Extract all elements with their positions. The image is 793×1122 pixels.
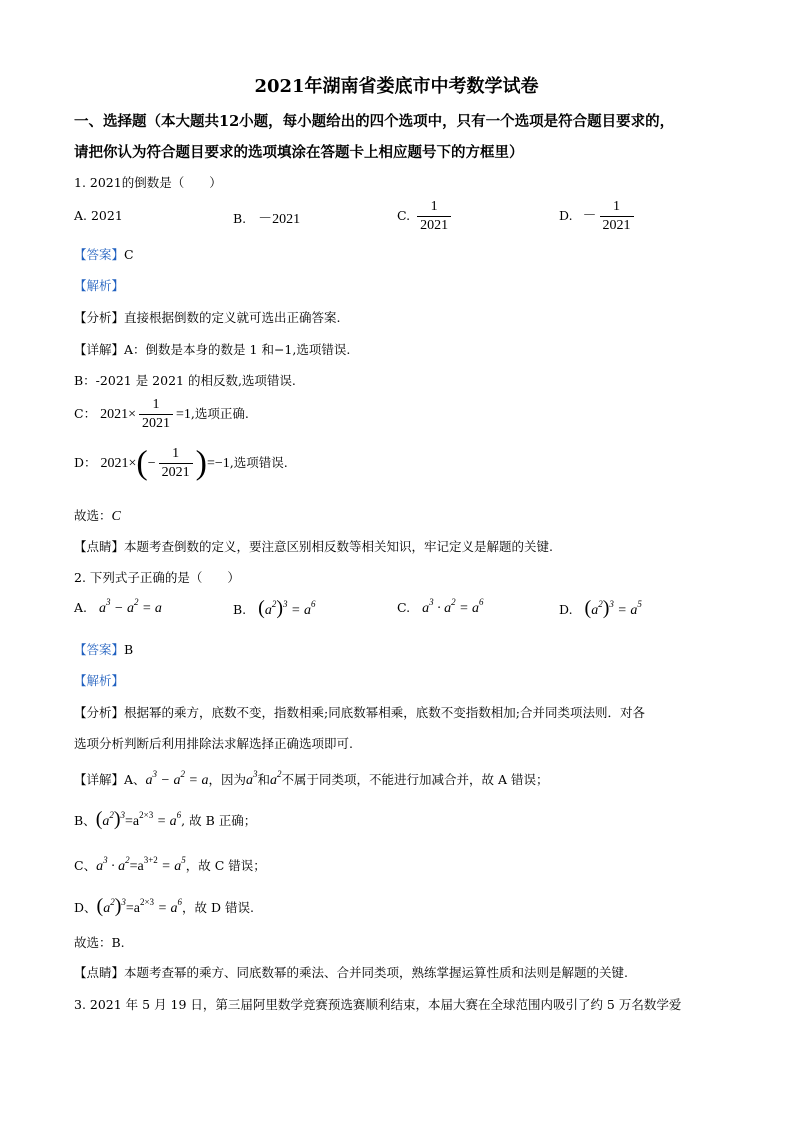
right-paren: ) bbox=[195, 444, 207, 482]
q2-detail-d-label: D、 bbox=[74, 900, 97, 915]
q2-dianjing bbox=[74, 963, 628, 981]
q1-option-d bbox=[559, 198, 637, 235]
q3-stem: 3. 2021 年 5 月 19 日，第三届阿里数学竞赛预选赛顺利结束，本届大赛在全球范围内吸引了约 5 万名数学爱 bbox=[74, 997, 682, 1012]
q2-option-a-expr: $a^3 - a^2 = a$ bbox=[99, 597, 162, 616]
q1-option-c-numerator: 1 bbox=[430, 199, 438, 214]
q1-detail-d-tail: ,选项错误. bbox=[229, 455, 288, 470]
q2-answer-value: B bbox=[124, 642, 134, 657]
q1-detail-tag: 【详解】 bbox=[74, 342, 125, 357]
q1-detail-d-label: D： bbox=[74, 455, 97, 470]
q1-detail-d-sign: − bbox=[147, 456, 156, 471]
q2-detail-tag: 【详解】 bbox=[74, 772, 125, 787]
q1-detail-c bbox=[74, 396, 249, 433]
q1-dianjing-tag: 【点睛】 bbox=[74, 539, 125, 554]
q1-answer-tag: 【答案】 bbox=[74, 247, 125, 262]
left-paren: ( bbox=[136, 444, 148, 482]
q1-detail-d-numerator: 1 bbox=[172, 446, 180, 461]
q1-detail-c-label: C： bbox=[74, 406, 97, 421]
q2-detail-a-term1: $a^3$ bbox=[245, 769, 258, 788]
q2-answer-tag: 【答案】 bbox=[74, 642, 125, 657]
q1-fenxi-tag: 【分析】 bbox=[74, 310, 125, 325]
q1-answer-value: C bbox=[124, 247, 134, 262]
q2-option-b bbox=[233, 597, 315, 620]
q2-detail-d bbox=[74, 895, 254, 918]
q2-detail-a-label: A、 bbox=[124, 772, 146, 787]
q1-option-d-denominator: 2021 bbox=[600, 216, 634, 235]
q1-stem: 1. 2021的倒数是（ ） bbox=[74, 175, 222, 190]
q2-detail-a-expr: $a^3 - a^2 = a$ bbox=[145, 769, 209, 788]
q2-detail-b-tail: , 故 B 正确； bbox=[181, 813, 257, 828]
q1-option-a: A. 2021 bbox=[74, 208, 123, 223]
q1-option-c-label: C. bbox=[397, 208, 411, 223]
q1-dianjing bbox=[74, 537, 553, 555]
section-header-line1: 一、选择题（本大题共12小题，每小题给出的四个选项中，只有一个选项是符合题目要求的， bbox=[74, 113, 675, 130]
q2-detail-a-text2: 不属于同类项，不能进行加减合并，故 A 错误； bbox=[281, 772, 549, 787]
q2-choose: 故选：B. bbox=[74, 935, 125, 950]
q2-dianjing-tag: 【点睛】 bbox=[74, 965, 125, 980]
q2-option-d-expr: $(a^2)^3 = a^5$ bbox=[584, 597, 642, 619]
q2-option-c-label: C. bbox=[397, 600, 411, 615]
q1-answer bbox=[74, 245, 134, 263]
q2-fenxi-text1: 根据幂的乘方，底数不变，指数相乘;同底数幂相乘，底数不变指数相加;合并同类项法则．对各 bbox=[124, 705, 645, 720]
q2-fenxi-line2: 选项分析判断后利用排除法求解选择正确选项即可. bbox=[74, 736, 353, 751]
q1-option-b-value: －2021 bbox=[258, 212, 301, 227]
page-title: 2021年湖南省娄底市中考数学试卷 bbox=[254, 76, 539, 97]
q2-detail-d-expr: $(a^2)^3=a^{2\times 3} = a^6$ bbox=[96, 895, 183, 917]
q1-option-b bbox=[233, 208, 300, 228]
q1-option-c-denominator: 2021 bbox=[417, 216, 451, 235]
q2-detail-a bbox=[74, 770, 548, 789]
q2-dianjing-text: 本题考查幂的乘方、同底数幂的乘法、合并同类项，熟练掌握运算性质和法则是解题的关键. bbox=[124, 965, 628, 980]
q2-detail-a-and: 和 bbox=[257, 772, 270, 787]
q2-detail-a-term2: $a^2$ bbox=[269, 769, 282, 788]
q2-fenxi-tag: 【分析】 bbox=[74, 705, 125, 720]
q1-detail-c-tail: ,选项正确. bbox=[190, 406, 249, 421]
q1-dianjing-text: 本题考查倒数的定义，要注意区别相反数等相关知识，牢记定义是解题的关键. bbox=[124, 539, 553, 554]
q1-fenxi-text: 直接根据倒数的定义就可选出正确答案. bbox=[124, 310, 341, 325]
q1-detail-d-denominator: 2021 bbox=[159, 463, 193, 482]
q2-option-a bbox=[74, 597, 162, 617]
q2-detail-b-label: B、 bbox=[74, 813, 96, 828]
q2-detail-d-tail: ，故 D 错误. bbox=[182, 900, 254, 915]
q1-detail-d-rest: =−1 bbox=[206, 456, 230, 471]
q2-detail-c-tail: ，故 C 错误； bbox=[185, 858, 266, 873]
q1-option-d-sign: － bbox=[582, 209, 597, 224]
q2-option-a-label: A. bbox=[74, 600, 88, 615]
q1-choose bbox=[74, 506, 121, 525]
q2-detail-c bbox=[74, 856, 266, 875]
q2-detail-c-expr: $a^3 \cdot a^2=a^{3+2} = a^5$ bbox=[96, 855, 186, 874]
q1-detail-c-denominator: 2021 bbox=[139, 414, 173, 433]
q2-stem: 2. 下列式子正确的是（ ） bbox=[74, 570, 240, 585]
q1-option-c-fraction bbox=[417, 198, 451, 235]
q1-detail-a-text: A：倒数是本身的数是 1 和−1,选项错误. bbox=[124, 342, 351, 357]
q1-detail-c-rest: =1 bbox=[175, 407, 191, 422]
q2-option-b-expr: $(a^2)^3 = a^6$ bbox=[258, 597, 316, 619]
q1-option-c bbox=[397, 198, 454, 235]
q1-detail-c-fraction bbox=[139, 396, 173, 433]
q2-answer bbox=[74, 640, 133, 658]
q1-detail-d-lhs: 2021× bbox=[100, 456, 137, 471]
q1-detail-d bbox=[74, 445, 288, 482]
q1-option-d-numerator: 1 bbox=[613, 199, 621, 214]
q1-choose-value: C bbox=[111, 509, 121, 524]
q1-detail-a bbox=[74, 340, 350, 358]
q2-option-d bbox=[559, 597, 642, 620]
q1-option-d-label: D. bbox=[559, 208, 573, 223]
q2-analysis-tag: 【解析】 bbox=[74, 673, 125, 688]
q1-detail-d-fraction bbox=[159, 445, 193, 482]
q1-detail-b: B：-2021 是 2021 的相反数,选项错误. bbox=[74, 373, 296, 388]
q1-option-b-label: B. bbox=[233, 211, 247, 226]
q2-detail-c-label: C、 bbox=[74, 858, 97, 873]
q1-fenxi bbox=[74, 308, 341, 326]
q1-detail-c-lhs: 2021× bbox=[100, 407, 136, 422]
q2-option-d-label: D. bbox=[559, 602, 573, 617]
q2-detail-a-text1: ，因为 bbox=[208, 772, 246, 787]
q2-option-c-expr: $a^3 \cdot a^2 = a^6$ bbox=[422, 597, 484, 616]
q2-detail-b-expr: $(a^2)^3=a^{2\times 3} = a^6$ bbox=[95, 808, 182, 830]
q2-detail-b bbox=[74, 808, 256, 831]
q2-option-c bbox=[397, 597, 484, 617]
q1-detail-c-numerator: 1 bbox=[152, 397, 160, 412]
q1-option-d-fraction bbox=[600, 198, 634, 235]
section-header-line2: 请把你认为符合题目要求的选项填涂在答题卡上相应题号下的方框里） bbox=[74, 144, 524, 161]
q1-choose-label: 故选： bbox=[74, 508, 112, 523]
q1-analysis-tag: 【解析】 bbox=[74, 278, 125, 293]
q2-fenxi-line1 bbox=[74, 703, 645, 721]
q2-option-b-label: B. bbox=[233, 602, 247, 617]
